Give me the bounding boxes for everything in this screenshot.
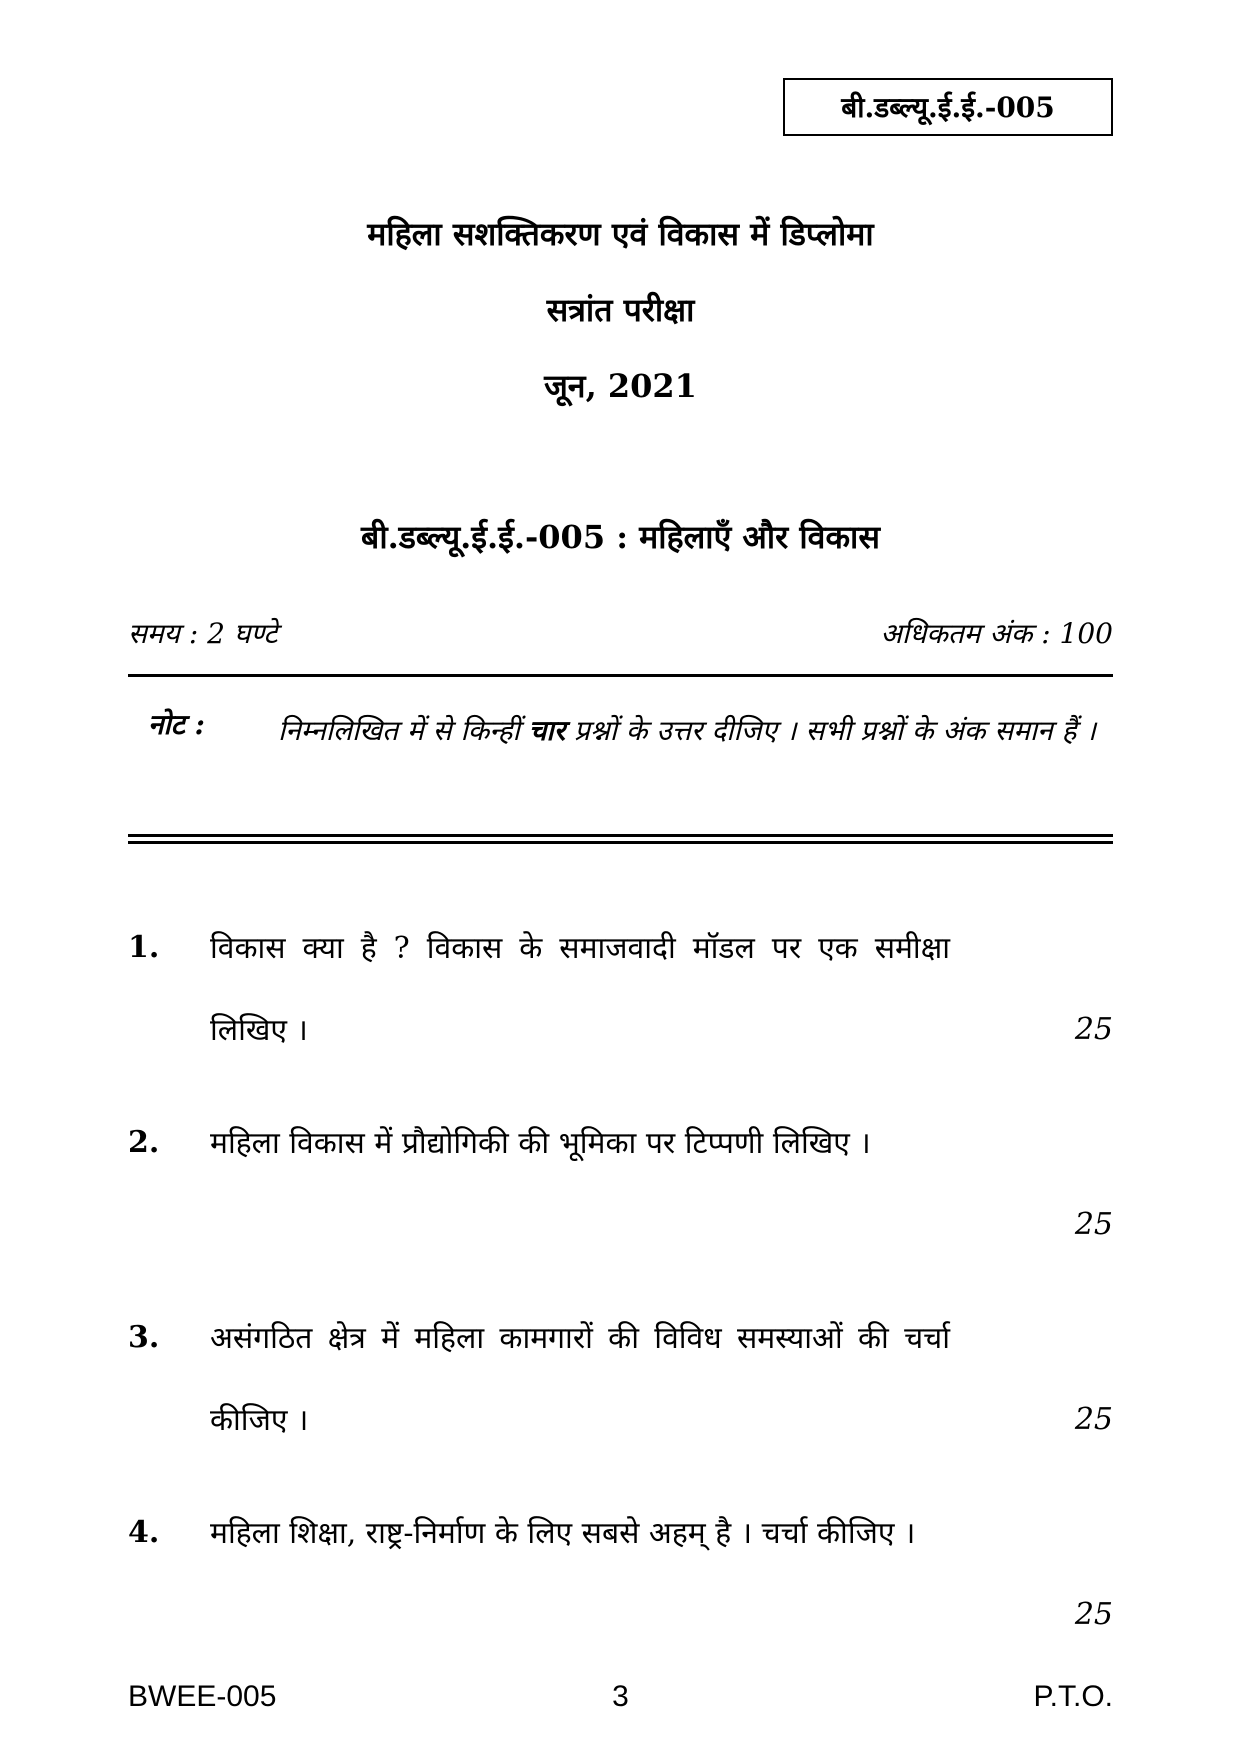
- question-number: 4.: [128, 1515, 160, 1550]
- divider-rule: [128, 674, 1113, 677]
- note-text-after: प्रश्नों के उत्तर दीजिए । सभी प्रश्नों के अंक समान हैं ।: [565, 714, 1097, 747]
- note-text-bold: चार: [528, 714, 566, 747]
- double-rule-bottom: [128, 841, 1113, 844]
- footer-page-number: 3: [612, 1680, 629, 1713]
- exam-session: जून, 2021: [544, 367, 697, 405]
- footer-course-code: BWEE-005: [128, 1680, 277, 1713]
- question-text: विकास क्या है ? विकास के समाजवादी मॉडल पर एक समीक्षा लिखिए ।: [210, 931, 950, 1048]
- question-text: महिला विकास में प्रौद्योगिकी की भूमिका पर टिप्पणी लिखिए ।: [210, 1126, 871, 1161]
- question-number: 3.: [128, 1320, 160, 1355]
- question-text: असंगठित क्षेत्र में महिला कामगारों की विविध समस्याओं की चर्चा कीजिए ।: [210, 1321, 950, 1438]
- maximum-marks: अधिकतम अंक : 100: [880, 617, 1113, 650]
- question-number: 1.: [128, 930, 160, 965]
- time-allowed: समय : 2 घण्टे: [128, 617, 278, 650]
- question-marks: 25: [1074, 1207, 1113, 1242]
- course-code: बी.डब्ल्यू.ई.ई.-005: [841, 91, 1055, 124]
- course-code-box: [783, 78, 1113, 136]
- question-marks: 25: [1074, 1597, 1113, 1632]
- note-label: नोट :: [148, 708, 205, 741]
- note-text-before: निम्नलिखित में से किन्हीं: [278, 714, 529, 747]
- question-marks: 25: [1074, 1012, 1113, 1047]
- note-text: [278, 705, 1113, 757]
- subject-title: बी.डब्ल्यू.ई.ई.-005 : महिलाएँ और विकास: [361, 518, 880, 556]
- double-rule-top: [128, 834, 1113, 837]
- question-text: महिला शिक्षा, राष्ट्र-निर्माण के लिए सबसे अहम् है । चर्चा कीजिए ।: [210, 1516, 916, 1551]
- question-number: 2.: [128, 1125, 160, 1160]
- question-marks: 25: [1074, 1402, 1113, 1437]
- programme-title: महिला सशक्तिकरण एवं विकास में डिप्लोमा: [367, 215, 874, 253]
- footer-pto: P.T.O.: [1033, 1680, 1113, 1713]
- exam-title: सत्रांत परीक्षा: [546, 291, 695, 329]
